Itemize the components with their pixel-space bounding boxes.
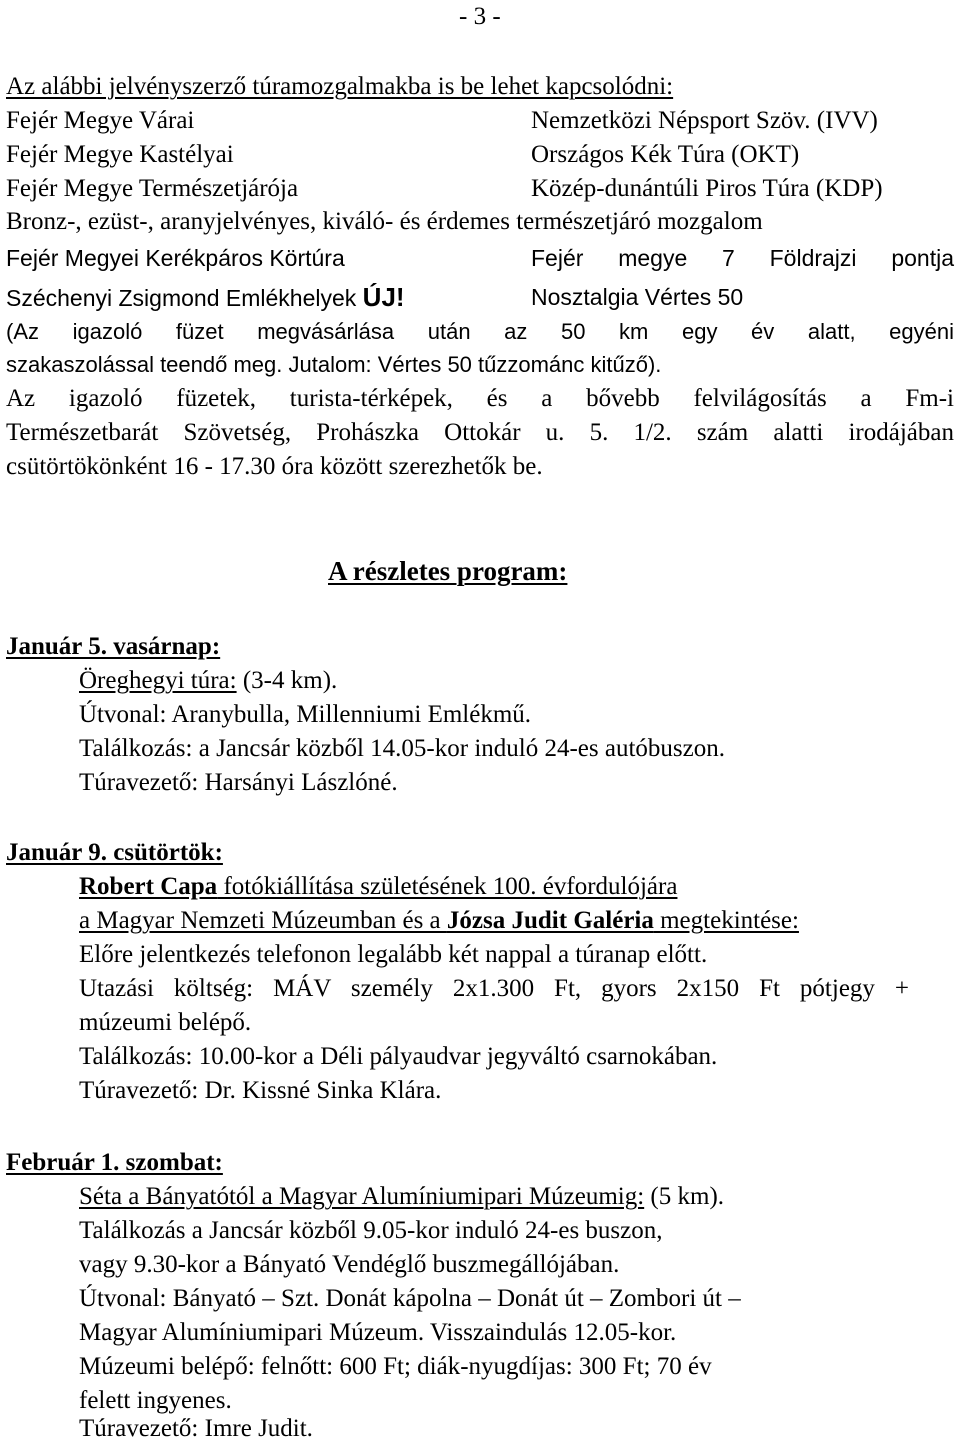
jan5-tour: [79, 666, 337, 696]
movement-left-3: Fejér Megye Természetjárója: [6, 175, 299, 202]
feb1-route-line-1: Útvonal: Bányató – Szt. Donát kápolna – Donát út – Zombori út –: [79, 1285, 741, 1312]
jan9-photographer: Robert Capa: [79, 873, 218, 900]
note-line-2: szakaszolással teendő meg. Jutalom: Vértes 50 tűzzománc kitűző).: [6, 352, 662, 377]
movement-kerekpar: Fejér Megyei Kerékpáros Körtúra: [6, 245, 345, 271]
new-badge: ÚJ!: [362, 282, 405, 312]
event-date-feb1: Február 1. szombat:: [6, 1149, 223, 1176]
jan9-title-line-1: [79, 872, 677, 902]
jan9-visit: megtekintése:: [653, 907, 799, 934]
movement-left-2: Fejér Megye Kastélyai: [6, 141, 234, 168]
jan9-guide: Túravezető: Dr. Kissné Sinka Klára.: [79, 1077, 442, 1104]
feb1-meeting-line-1: Találkozás a Jancsár közből 9.05-kor induló 24-es buszon,: [79, 1217, 663, 1244]
jan9-meeting: Találkozás: 10.00-kor a Déli pályaudvar jegyváltó csarnokában.: [79, 1043, 718, 1070]
movement-szechenyi: [6, 282, 405, 313]
feb1-guide: Túravezető: Imre Judit.: [79, 1415, 313, 1442]
jan9-exhibition: fotókiállítása születésének 100. évfordulójára: [217, 873, 678, 900]
jan5-route: Útvonal: Aranybulla, Millenniumi Emlékmű.: [79, 701, 532, 728]
info-line-2: Természetbarát Szövetség, Prohászka Ottokár u. 5. 1/2. szám alatti irodájában: [6, 419, 954, 446]
movement-bronz: Bronz-, ezüst-, aranyjelvényes, kiváló- és érdemes természetjáró mozgalom: [6, 208, 763, 235]
feb1-tour-length: (5 km).: [644, 1183, 725, 1210]
jan5-tour-name: Öreghegyi túra:: [79, 667, 237, 694]
movement-right-2: Országos Kék Túra (OKT): [531, 141, 800, 168]
feb1-route-line-2: Magyar Alumíniumipari Múzeum. Visszaindulás 12.05-kor.: [79, 1319, 677, 1346]
movement-right-1: Nemzetközi Népsport Szöv. (IVV): [531, 107, 878, 134]
feb1-meeting-line-2: vagy 9.30-kor a Bányató Vendéglő buszmegállójában.: [79, 1251, 620, 1278]
jan9-museum: a Magyar Nemzeti Múzeumban és a: [79, 907, 447, 934]
feb1-fee-line-2: felett ingyenes.: [79, 1387, 232, 1414]
program-title: A részletes program:: [328, 556, 568, 586]
feb1-tour: [79, 1182, 724, 1212]
movement-left-1: Fejér Megye Várai: [6, 107, 195, 134]
note-line-1: (Az igazoló füzet megvásárlása után az 50 km egy év alatt, egyéni: [6, 319, 954, 344]
jan9-signup: Előre jelentkezés telefonon legalább két nappal a túranap előtt.: [79, 941, 708, 968]
feb1-tour-name: Séta a Bányatótól a Magyar Alumíniumipari Múzeumig:: [79, 1183, 645, 1210]
jan9-gallery: Józsa Judit Galéria: [446, 907, 654, 934]
feb1-fee-line-1: Múzeumi belépő: felnőtt: 600 Ft; diák-nyugdíjas: 300 Ft; 70 év: [79, 1353, 712, 1380]
page-number: - 3 -: [459, 3, 501, 30]
jan5-tour-length: (3-4 km).: [236, 667, 338, 694]
intro-heading: Az alábbi jelvényszerző túramozgalmakba is be lehet kapcsolódni:: [6, 73, 674, 100]
jan9-cost-line-2: múzeumi belépő.: [79, 1009, 252, 1036]
jan5-guide: Túravezető: Harsányi Lászlóné.: [79, 769, 398, 796]
jan9-cost-line-1: Utazási költség: MÁV személy 2x1.300 Ft, gyors 2x150 Ft pótjegy +: [79, 975, 909, 1002]
jan5-meeting: Találkozás: a Jancsár közből 14.05-kor induló 24-es autóbuszon.: [79, 735, 725, 762]
movement-nosztalgia: Nosztalgia Vértes 50: [531, 284, 744, 310]
szechenyi-label: Széchenyi Zsigmond Emlékhelyek: [6, 285, 363, 311]
event-date-jan9: Január 9. csütörtök:: [6, 839, 223, 866]
movement-right-3: Közép-dunántúli Piros Túra (KDP): [531, 175, 883, 202]
event-date-jan5: Január 5. vasárnap:: [6, 633, 221, 660]
movement-foldrajzi: Fejér megye 7 Földrajzi pontja: [531, 245, 954, 271]
info-line-3: csütörtökönként 16 - 17.30 óra között szerezhetők be.: [6, 453, 543, 480]
info-line-1: Az igazoló füzetek, turista-térképek, és a bővebb felvilágosítás a Fm-i: [6, 385, 954, 412]
jan9-title-line-2: [79, 906, 799, 936]
